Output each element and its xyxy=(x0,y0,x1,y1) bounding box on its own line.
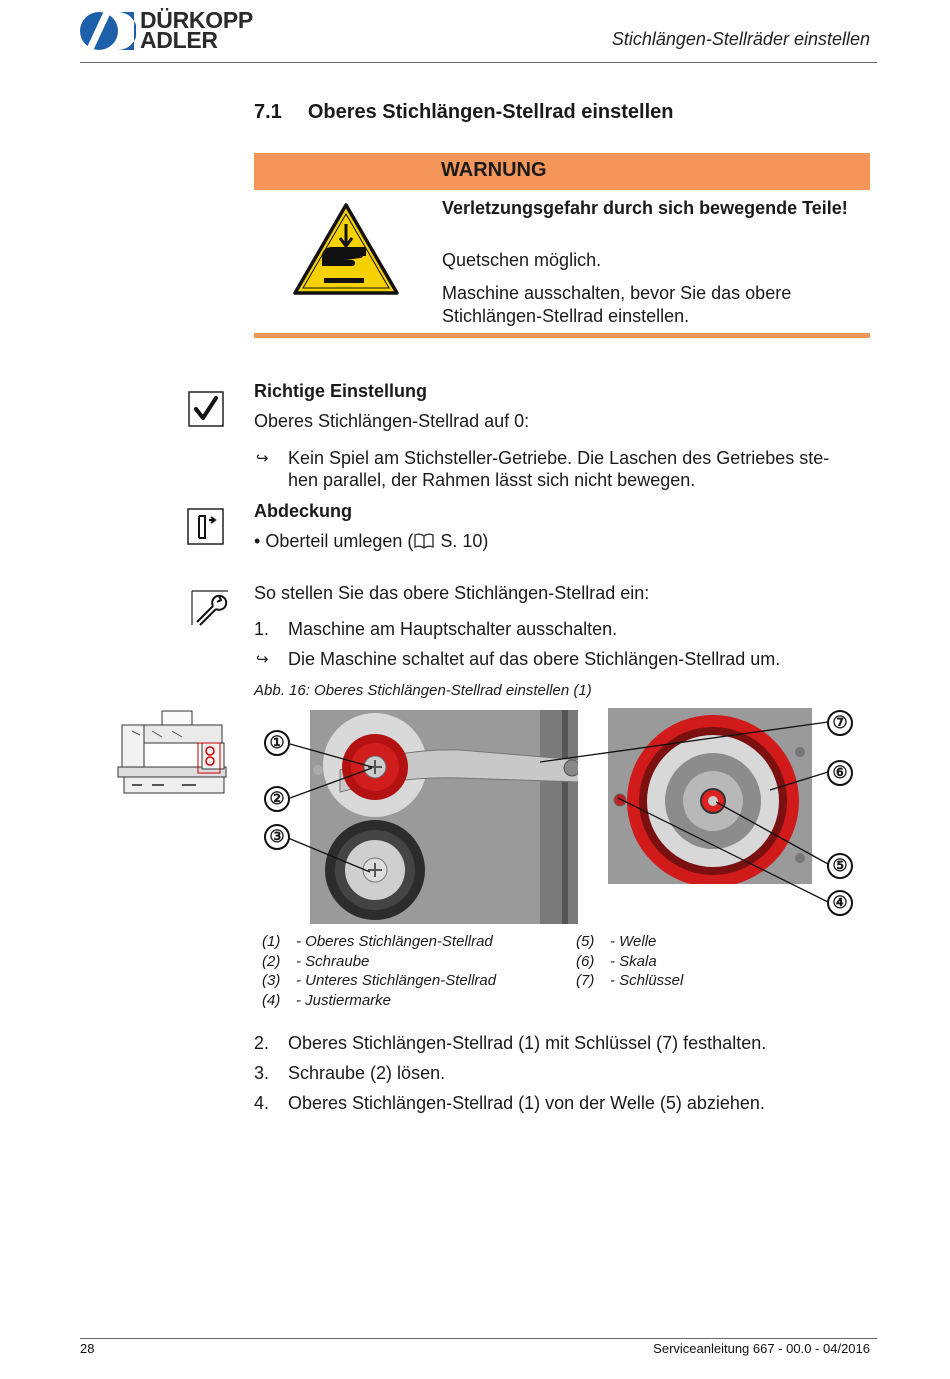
legend-item xyxy=(576,952,816,972)
legend-text: - Unteres Stichlängen-Stellrad xyxy=(296,972,497,989)
warning-label: WARNUNG xyxy=(441,159,547,181)
callout-7: ⑦ xyxy=(827,710,853,736)
bullet-dot: • xyxy=(254,531,266,551)
legend-text: - Schlüssel xyxy=(610,972,684,989)
callout-4: ④ xyxy=(827,890,853,916)
footer-doc-ref: Serviceanleitung 667 - 00.0 - 04/2016 xyxy=(653,1341,870,1356)
legend-text: - Justiermarke xyxy=(296,991,392,1009)
result-arrow-icon: ↪ xyxy=(256,449,269,467)
legend-text: - Oberes Stichlängen-Stellrad xyxy=(296,933,493,950)
step1-result-arrow-icon: ↪ xyxy=(256,650,269,668)
logo-line2: ADLER xyxy=(140,27,218,53)
procedure-intro: So stellen Sie das obere Stichlängen-Stellrad ein: xyxy=(254,583,650,603)
section-number: 7.1 xyxy=(254,101,282,123)
legend-num: (3) xyxy=(262,972,281,989)
step2-text: Oberes Stichlängen-Stellrad (1) mit Schlüssel (7) festhalten. xyxy=(288,1033,767,1053)
step3-text: Schraube (2) lösen. xyxy=(288,1063,446,1083)
legend-num: (1) xyxy=(262,933,281,950)
legend-num: (2) xyxy=(262,952,281,970)
legend-item xyxy=(262,932,572,952)
warning-headline: Verletzungsgefahr durch sich bewegende Teile! xyxy=(442,198,848,218)
correct-setting-title: Richtige Einstellung xyxy=(254,381,428,401)
page-number: 28 xyxy=(80,1341,95,1356)
legend-item xyxy=(262,952,572,972)
warning-text-2: Maschine ausschalten, bevor Sie das obere Stichlängen-Stellrad einstellen. xyxy=(442,283,792,326)
legend-text: - Skala xyxy=(610,952,657,970)
figure-legend-left xyxy=(262,932,572,1010)
legend-num: (5) xyxy=(576,933,595,950)
figure-caption: Abb. 16: Oberes Stichlängen-Stellrad einstellen (1) xyxy=(254,682,592,699)
section-title: Oberes Stichlängen-Stellrad einstellen xyxy=(307,101,674,123)
figure-legend-right xyxy=(576,932,816,991)
step1-text: Maschine am Hauptschalter ausschalten. xyxy=(288,619,618,639)
step2-number: 2. xyxy=(254,1033,270,1053)
callout-3: ③ xyxy=(264,824,290,850)
legend-item xyxy=(576,932,816,952)
legend-num: (4) xyxy=(262,991,281,1009)
warning-text-1: Quetschen möglich. xyxy=(442,250,602,270)
step3-number: 3. xyxy=(254,1063,270,1083)
step1-number: 1. xyxy=(254,619,270,639)
header-title: Stichlängen-Stellräder einstellen xyxy=(611,29,870,49)
correct-setting-text: Oberes Stichlängen-Stellrad auf 0: xyxy=(254,411,530,431)
legend-item xyxy=(262,991,572,1011)
legend-text: - Welle xyxy=(610,933,657,950)
correct-setting-result-1: Kein Spiel am Stichsteller-Getriebe. Die Laschen des Getriebes ste- xyxy=(288,448,830,468)
cover-title: Abdeckung xyxy=(254,501,353,521)
callout-6: ⑥ xyxy=(827,760,853,786)
step1-result: Die Maschine schaltet auf das obere Stichlängen-Stellrad um. xyxy=(288,649,781,669)
legend-num: (6) xyxy=(576,952,595,970)
legend-text: - Schraube xyxy=(296,952,370,970)
footer-rule xyxy=(80,1338,877,1339)
correct-setting-result-2: hen parallel, der Rahmen lässt sich nicht bewegen. xyxy=(288,470,696,490)
cover-bullet-ref: S. 10) xyxy=(435,531,489,551)
callout-5: ⑤ xyxy=(827,853,853,879)
step4-number: 4. xyxy=(254,1093,270,1113)
step4-text: Oberes Stichlängen-Stellrad (1) von der Welle (5) abziehen. xyxy=(288,1093,765,1113)
callout-1: ① xyxy=(264,730,290,756)
legend-item xyxy=(576,971,816,991)
callout-2: ② xyxy=(264,786,290,812)
legend-num: (7) xyxy=(576,972,595,989)
cover-bullet-text: Oberteil umlegen ( xyxy=(265,531,414,551)
logo-line1: DÜRKOPP xyxy=(140,7,253,33)
legend-item xyxy=(262,971,572,991)
